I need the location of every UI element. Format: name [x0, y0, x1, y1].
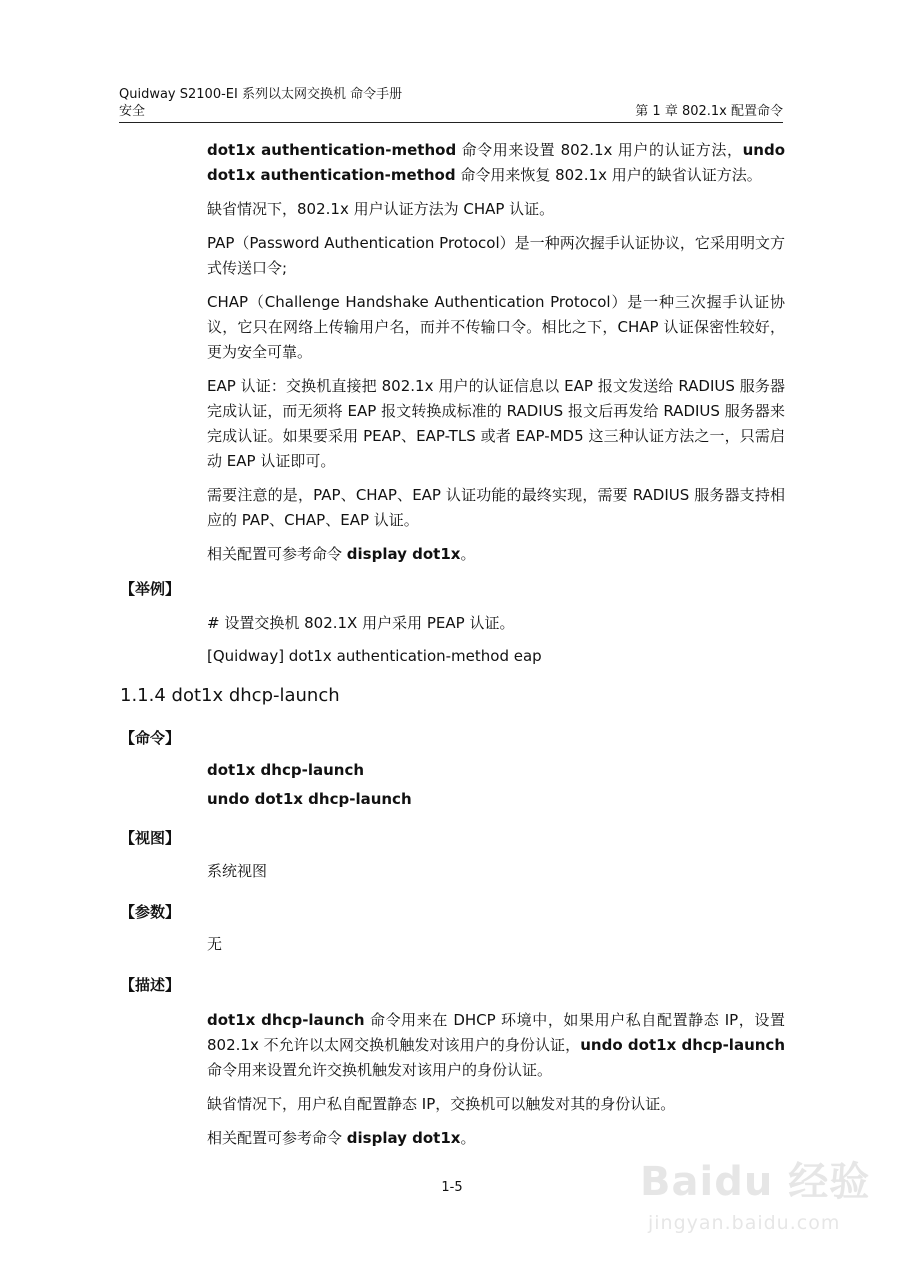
text: 命令用来恢复 802.1x 用户的缺省认证方法。 — [455, 166, 762, 184]
section-name: 安全 — [119, 104, 146, 119]
text: 命令用来设置 802.1x 用户的认证方法， — [456, 141, 743, 159]
paragraph — [207, 138, 785, 188]
command-name: display dot1x — [346, 545, 461, 563]
command-name: dot1x authentication-method — [207, 141, 457, 159]
command-label: 【命令】 — [120, 729, 181, 747]
command-name: undo dot1x dhcp-launch — [580, 1036, 785, 1054]
text: 相关配置可参考命令 — [207, 545, 347, 563]
command-name: undo dot1x authentication-method — [207, 141, 786, 184]
text: 。 — [460, 545, 476, 563]
example-block — [207, 611, 785, 669]
paragraph: 缺省情况下，802.1x 用户认证方法为 CHAP 认证。 — [207, 200, 555, 218]
command-syntax: undo dot1x dhcp-launch — [207, 790, 412, 808]
document-title: Quidway S2100-EI 系列以太网交换机 命令手册 — [119, 87, 403, 102]
dhcp-launch-description — [207, 1008, 785, 1151]
paragraph — [207, 542, 785, 567]
command-name: display dot1x — [346, 1129, 461, 1147]
command-syntax: dot1x dhcp-launch — [207, 761, 365, 779]
authentication-method-description — [207, 138, 785, 567]
paragraph: PAP（Password Authentication Protocol）是一种两次握手认证协议，它采用明文方式传送口令; — [207, 234, 785, 277]
example-label: 【举例】 — [120, 580, 181, 598]
example-command: [Quidway] dot1x authentication-method eap — [207, 647, 542, 665]
page-number: 1-5 — [441, 1180, 463, 1195]
paragraph: EAP 认证：交换机直接把 802.1x 用户的认证信息以 EAP 报文发送给 RADIUS 服务器完成认证，而无须将 EAP 报文转换成标准的 RADIUS 报文后再发给 RADIUS 服务器来完成认证。如果要采用 PEAP、EAP-TLS 或者 EAP-MD5 这三种认证方法之一，只需启动 EAP 认证即可。 — [207, 377, 785, 470]
view-value: 系统视图 — [207, 862, 268, 880]
paragraph: CHAP（Challenge Handshake Authentication Protocol）是一种三次握手认证协议，它只在网络上传输用户名，而并不传输口令。相比之下，CHAP 认证保密性较好，更为安全可靠。 — [207, 293, 785, 361]
page-header — [119, 86, 783, 120]
section-heading: 1.1.4 dot1x dhcp-launch — [120, 685, 340, 706]
text: 命令用来设置允许交换机触发对该用户的身份认证。 — [207, 1061, 553, 1079]
text: 。 — [460, 1129, 476, 1147]
command-block — [207, 758, 785, 812]
chapter-title: 第 1 章 802.1x 配置命令 — [635, 104, 783, 119]
paragraph: 需要注意的是，PAP、CHAP、EAP 认证功能的最终实现，需要 RADIUS 服务器支持相应的 PAP、CHAP、EAP 认证。 — [207, 486, 785, 529]
header-row — [119, 103, 783, 120]
paragraph — [207, 1008, 785, 1083]
watermark-url: jingyan.baidu.com — [648, 1212, 841, 1234]
params-label: 【参数】 — [120, 903, 181, 921]
paragraph: 缺省情况下，用户私自配置静态 IP，交换机可以触发对其的身份认证。 — [207, 1095, 676, 1113]
watermark-logo: Baidu 经验 — [640, 1159, 871, 1205]
command-name: dot1x dhcp-launch — [207, 1011, 365, 1029]
header-divider — [119, 122, 783, 123]
params-value: 无 — [207, 935, 223, 953]
description-label: 【描述】 — [120, 976, 181, 994]
example-comment: # 设置交换机 802.1X 用户采用 PEAP 认证。 — [207, 614, 515, 632]
baidu-watermark — [630, 1140, 880, 1260]
text: 相关配置可参考命令 — [207, 1129, 347, 1147]
text: 命令用来在 DHCP 环境中，如果用户私自配置静态 IP，设置 802.1x 不允许以太网交换机触发对该用户的身份认证， — [207, 1011, 785, 1054]
view-label: 【视图】 — [120, 829, 181, 847]
